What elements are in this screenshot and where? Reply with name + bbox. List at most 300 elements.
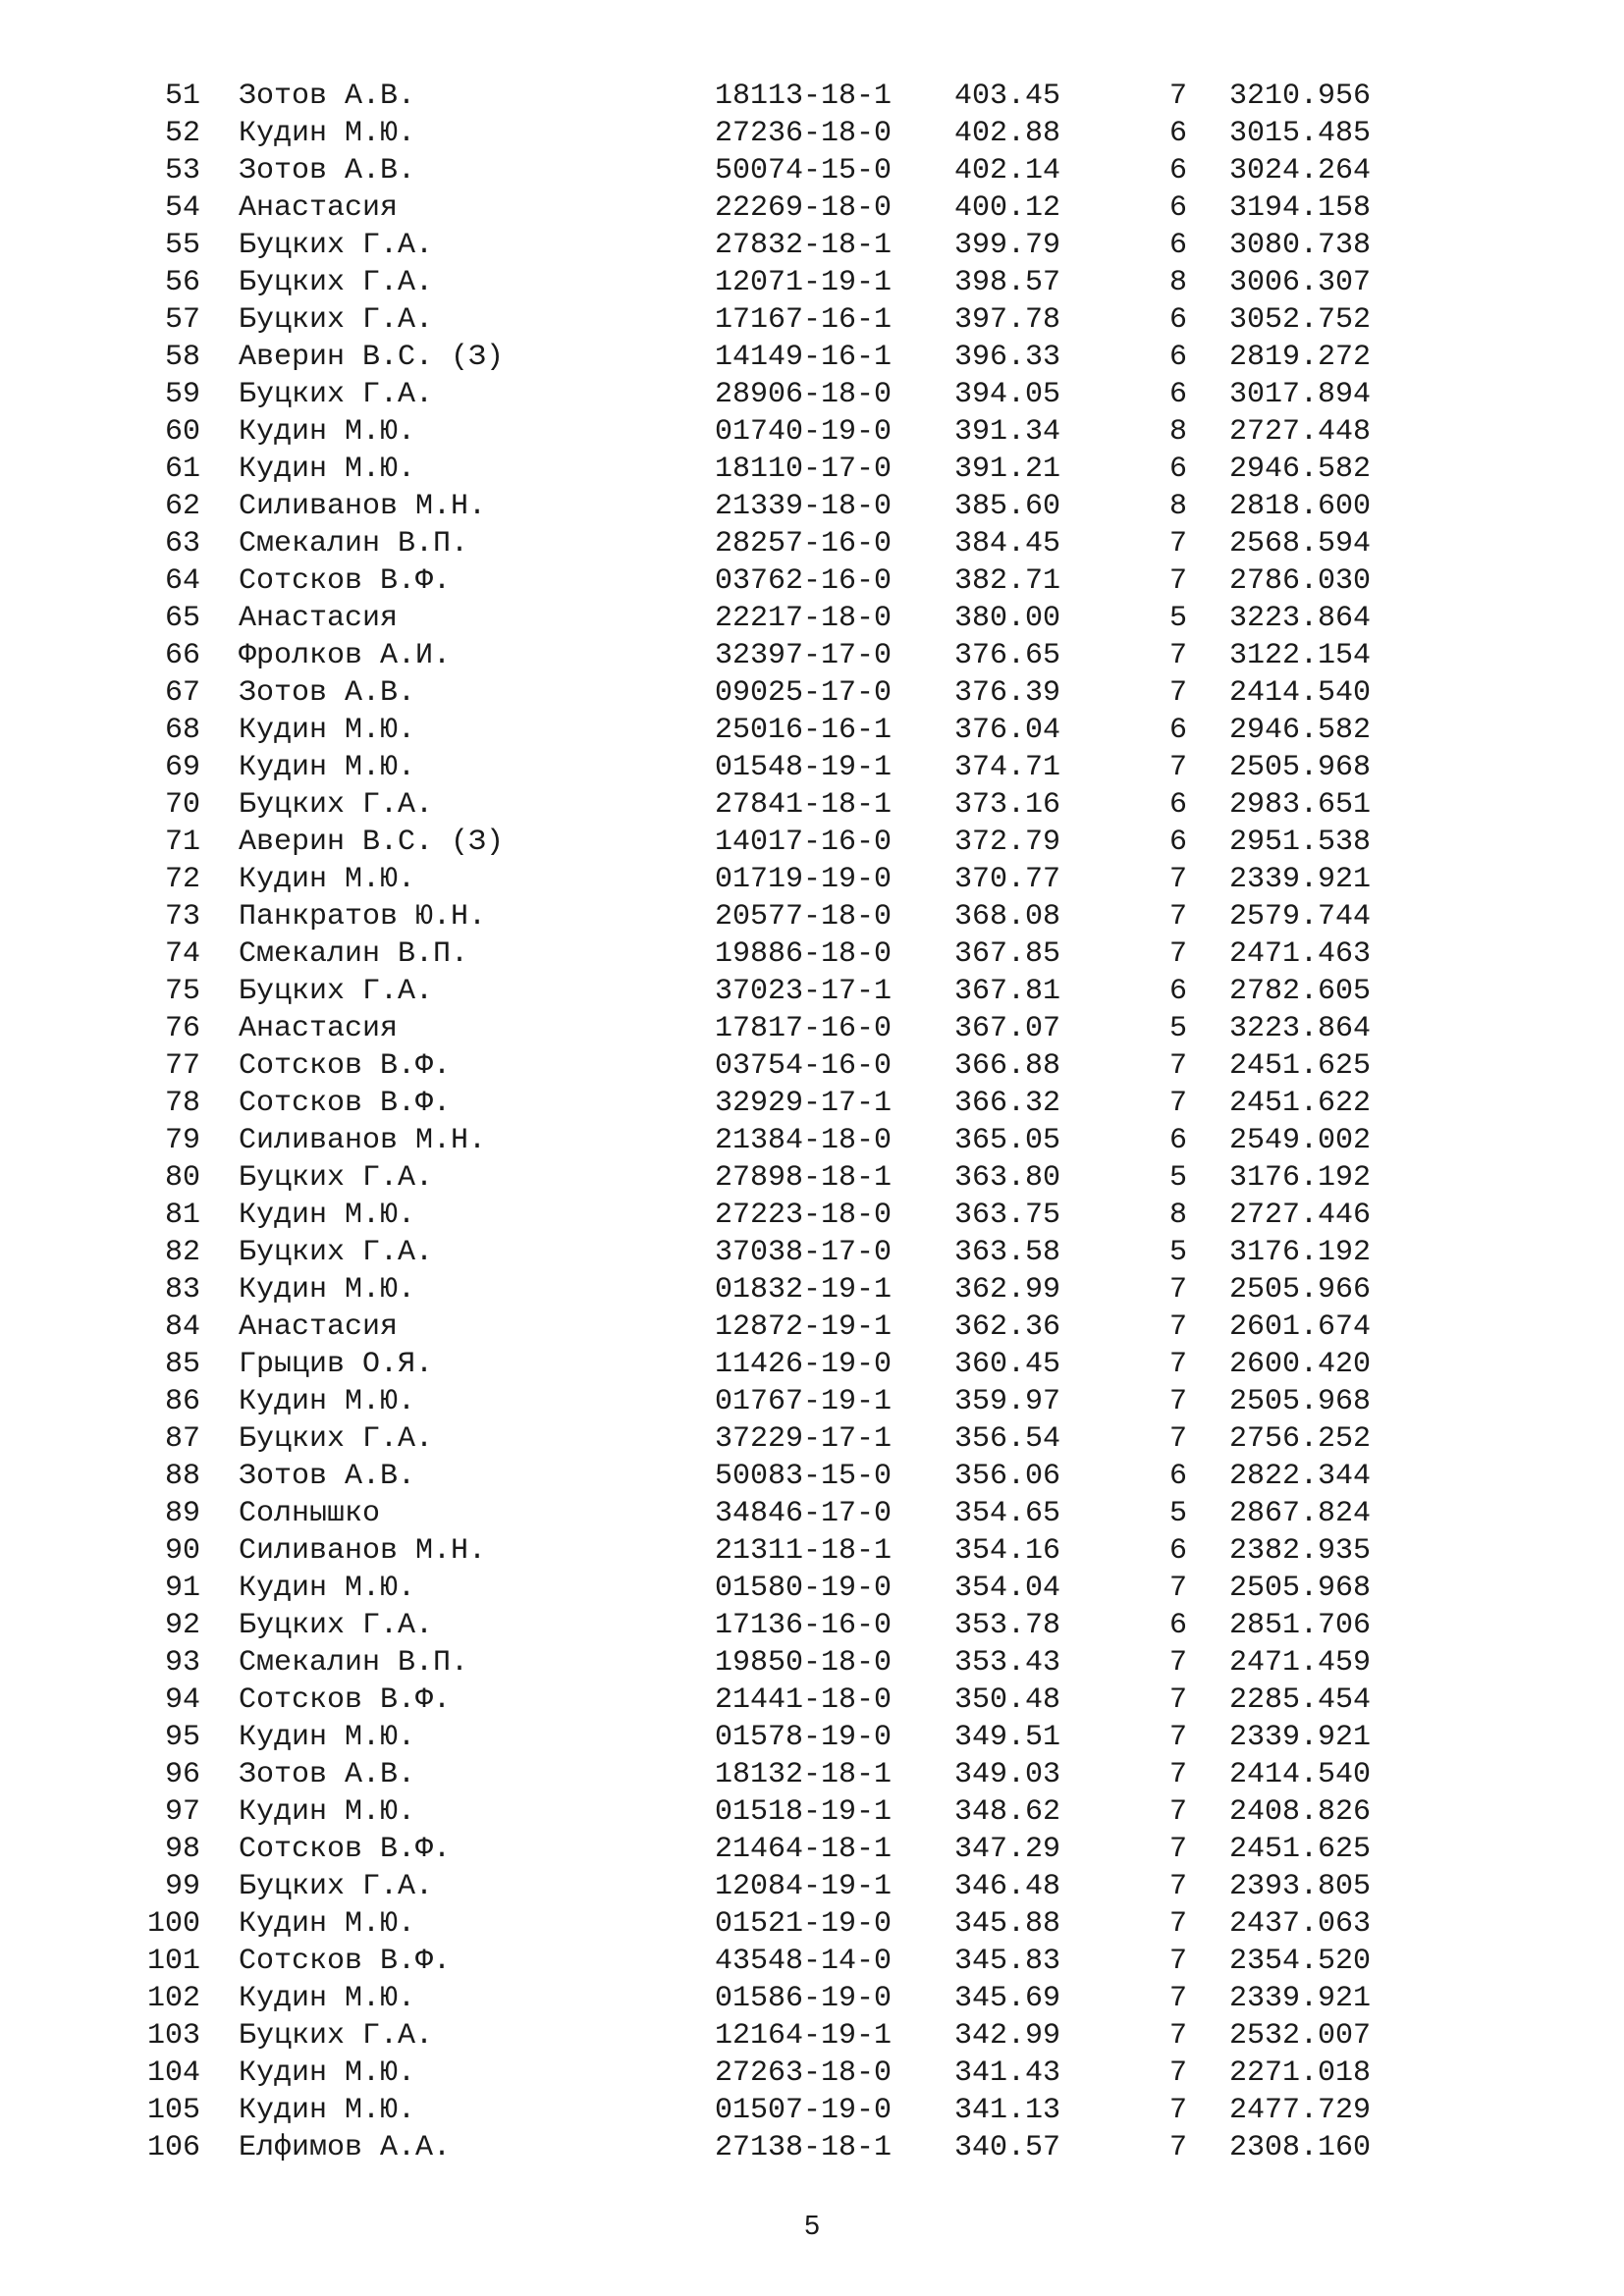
row-number: 89 xyxy=(164,1497,200,1530)
total-value: 3194.158 xyxy=(1229,191,1372,225)
record-code: 22217-18-0 xyxy=(715,602,893,635)
table-row xyxy=(0,488,1624,525)
score-value: 398.57 xyxy=(954,266,1061,299)
row-number: 65 xyxy=(164,602,200,635)
record-code: 01586-19-0 xyxy=(715,1982,893,2015)
record-code: 50083-15-0 xyxy=(715,1460,893,1493)
table-row xyxy=(0,712,1624,749)
row-number: 86 xyxy=(164,1385,200,1418)
row-number: 51 xyxy=(164,80,200,113)
count-value: 7 xyxy=(1169,1758,1188,1791)
total-value: 2437.063 xyxy=(1229,1907,1372,1941)
row-number: 67 xyxy=(164,676,200,710)
score-value: 346.48 xyxy=(954,1870,1061,1903)
record-code: 21464-18-1 xyxy=(715,1833,893,1866)
participant-name: Буцких Г.А. xyxy=(239,229,434,262)
count-value: 6 xyxy=(1169,975,1188,1008)
count-value: 6 xyxy=(1169,154,1188,187)
table-row xyxy=(0,1644,1624,1682)
score-value: 360.45 xyxy=(954,1348,1061,1381)
count-value: 6 xyxy=(1169,191,1188,225)
row-number: 64 xyxy=(164,564,200,598)
total-value: 2339.921 xyxy=(1229,1721,1372,1754)
row-number: 72 xyxy=(164,863,200,896)
score-value: 380.00 xyxy=(954,602,1061,635)
record-code: 01580-19-0 xyxy=(715,1572,893,1605)
total-value: 2946.582 xyxy=(1229,714,1372,747)
count-value: 7 xyxy=(1169,1870,1188,1903)
page-number: 5 xyxy=(804,2210,820,2240)
count-value: 5 xyxy=(1169,1012,1188,1045)
record-code: 12164-19-1 xyxy=(715,2019,893,2053)
table-row xyxy=(0,1383,1624,1420)
score-value: 356.06 xyxy=(954,1460,1061,1493)
count-value: 7 xyxy=(1169,1422,1188,1456)
record-code: 21384-18-0 xyxy=(715,1124,893,1157)
participant-name: Кудин М.Ю. xyxy=(239,751,416,784)
participant-name: Зотов А.В. xyxy=(239,676,416,710)
row-number: 93 xyxy=(164,1646,200,1680)
participant-name: Зотов А.В. xyxy=(239,1758,416,1791)
table-row xyxy=(0,1570,1624,1607)
row-number: 79 xyxy=(164,1124,200,1157)
participant-name: Смекалин В.П. xyxy=(239,937,469,971)
table-row xyxy=(0,1756,1624,1793)
count-value: 7 xyxy=(1169,1087,1188,1120)
score-value: 365.05 xyxy=(954,1124,1061,1157)
record-code: 19886-18-0 xyxy=(715,937,893,971)
total-value: 2477.729 xyxy=(1229,2094,1372,2127)
table-row xyxy=(0,1868,1624,1905)
row-number: 77 xyxy=(164,1049,200,1083)
row-number: 75 xyxy=(164,975,200,1008)
count-value: 7 xyxy=(1169,937,1188,971)
total-value: 3006.307 xyxy=(1229,266,1372,299)
count-value: 7 xyxy=(1169,1572,1188,1605)
participant-name: Силиванов М.Н. xyxy=(239,1534,487,1568)
participant-name: Аверин В.С. (З) xyxy=(239,341,505,374)
score-value: 368.08 xyxy=(954,900,1061,934)
table-row xyxy=(0,898,1624,935)
row-number: 55 xyxy=(164,229,200,262)
count-value: 6 xyxy=(1169,714,1188,747)
total-value: 2983.651 xyxy=(1229,788,1372,822)
count-value: 6 xyxy=(1169,826,1188,859)
record-code: 27138-18-1 xyxy=(715,2131,893,2164)
table-row xyxy=(0,600,1624,637)
total-value: 2451.622 xyxy=(1229,1087,1372,1120)
total-value: 2414.540 xyxy=(1229,1758,1372,1791)
table-row xyxy=(0,749,1624,786)
total-value: 2851.706 xyxy=(1229,1609,1372,1642)
record-code: 18132-18-1 xyxy=(715,1758,893,1791)
total-value: 2786.030 xyxy=(1229,564,1372,598)
table-row xyxy=(0,78,1624,115)
row-number: 56 xyxy=(164,266,200,299)
row-number: 59 xyxy=(164,378,200,411)
score-value: 354.65 xyxy=(954,1497,1061,1530)
score-value: 349.03 xyxy=(954,1758,1061,1791)
participant-name: Силиванов М.Н. xyxy=(239,1124,487,1157)
table-row xyxy=(0,264,1624,301)
count-value: 7 xyxy=(1169,2019,1188,2053)
participant-name: Солнышко xyxy=(239,1497,381,1530)
participant-name: Елфимов А.А. xyxy=(239,2131,452,2164)
table-row xyxy=(0,1682,1624,1719)
row-number: 76 xyxy=(164,1012,200,1045)
count-value: 6 xyxy=(1169,117,1188,150)
row-number: 71 xyxy=(164,826,200,859)
score-value: 374.71 xyxy=(954,751,1061,784)
count-value: 7 xyxy=(1169,900,1188,934)
record-code: 27841-18-1 xyxy=(715,788,893,822)
record-code: 01518-19-1 xyxy=(715,1795,893,1829)
participant-name: Сотсков В.Ф. xyxy=(239,1087,452,1120)
table-row xyxy=(0,2092,1624,2129)
record-code: 14149-16-1 xyxy=(715,341,893,374)
score-value: 347.29 xyxy=(954,1833,1061,1866)
row-number: 96 xyxy=(164,1758,200,1791)
total-value: 2354.520 xyxy=(1229,1945,1372,1978)
participant-name: Буцких Г.А. xyxy=(239,303,434,337)
participant-name: Кудин М.Ю. xyxy=(239,1795,416,1829)
participant-name: Зотов А.В. xyxy=(239,1460,416,1493)
row-number: 78 xyxy=(164,1087,200,1120)
participant-name: Буцких Г.А. xyxy=(239,1609,434,1642)
score-value: 400.12 xyxy=(954,191,1061,225)
table-row xyxy=(0,1943,1624,1980)
record-code: 20577-18-0 xyxy=(715,900,893,934)
total-value: 2818.600 xyxy=(1229,490,1372,523)
row-number: 68 xyxy=(164,714,200,747)
results-table xyxy=(0,78,1624,2166)
table-row xyxy=(0,525,1624,562)
total-value: 3024.264 xyxy=(1229,154,1372,187)
row-number: 105 xyxy=(146,2094,200,2127)
total-value: 2727.448 xyxy=(1229,415,1372,449)
record-code: 27263-18-0 xyxy=(715,2056,893,2090)
participant-name: Кудин М.Ю. xyxy=(239,1907,416,1941)
total-value: 2308.160 xyxy=(1229,2131,1372,2164)
count-value: 7 xyxy=(1169,564,1188,598)
count-value: 7 xyxy=(1169,1273,1188,1307)
row-number: 60 xyxy=(164,415,200,449)
score-value: 348.62 xyxy=(954,1795,1061,1829)
record-code: 27832-18-1 xyxy=(715,229,893,262)
record-code: 17167-16-1 xyxy=(715,303,893,337)
count-value: 7 xyxy=(1169,639,1188,672)
participant-name: Буцких Г.А. xyxy=(239,1161,434,1195)
table-row xyxy=(0,562,1624,600)
row-number: 66 xyxy=(164,639,200,672)
record-code: 37038-17-0 xyxy=(715,1236,893,1269)
table-row xyxy=(0,1346,1624,1383)
score-value: 342.99 xyxy=(954,2019,1061,2053)
score-value: 384.45 xyxy=(954,527,1061,561)
score-value: 345.88 xyxy=(954,1907,1061,1941)
score-value: 385.60 xyxy=(954,490,1061,523)
count-value: 7 xyxy=(1169,1833,1188,1866)
total-value: 2414.540 xyxy=(1229,676,1372,710)
record-code: 18113-18-1 xyxy=(715,80,893,113)
participant-name: Анастасия xyxy=(239,1310,399,1344)
total-value: 2505.968 xyxy=(1229,751,1372,784)
score-value: 359.97 xyxy=(954,1385,1061,1418)
record-code: 18110-17-0 xyxy=(715,453,893,486)
table-row xyxy=(0,1234,1624,1271)
count-value: 5 xyxy=(1169,1161,1188,1195)
table-row xyxy=(0,227,1624,264)
participant-name: Сотсков В.Ф. xyxy=(239,1945,452,1978)
count-value: 7 xyxy=(1169,80,1188,113)
participant-name: Кудин М.Ю. xyxy=(239,2094,416,2127)
table-row xyxy=(0,413,1624,451)
record-code: 25016-16-1 xyxy=(715,714,893,747)
participant-name: Буцких Г.А. xyxy=(239,266,434,299)
record-code: 50074-15-0 xyxy=(715,154,893,187)
participant-name: Аверин В.С. (З) xyxy=(239,826,505,859)
total-value: 2867.824 xyxy=(1229,1497,1372,1530)
participant-name: Анастасия xyxy=(239,1012,399,1045)
score-value: 341.43 xyxy=(954,2056,1061,2090)
score-value: 391.21 xyxy=(954,453,1061,486)
record-code: 17817-16-0 xyxy=(715,1012,893,1045)
row-number: 82 xyxy=(164,1236,200,1269)
score-value: 373.16 xyxy=(954,788,1061,822)
total-value: 2951.538 xyxy=(1229,826,1372,859)
total-value: 2271.018 xyxy=(1229,2056,1372,2090)
row-number: 106 xyxy=(146,2131,200,2164)
total-value: 3176.192 xyxy=(1229,1236,1372,1269)
record-code: 19850-18-0 xyxy=(715,1646,893,1680)
table-row xyxy=(0,2129,1624,2166)
table-row xyxy=(0,301,1624,339)
row-number: 73 xyxy=(164,900,200,934)
record-code: 11426-19-0 xyxy=(715,1348,893,1381)
count-value: 6 xyxy=(1169,1124,1188,1157)
total-value: 3210.956 xyxy=(1229,80,1372,113)
row-number: 80 xyxy=(164,1161,200,1195)
table-row xyxy=(0,1532,1624,1570)
row-number: 102 xyxy=(146,1982,200,2015)
total-value: 3015.485 xyxy=(1229,117,1372,150)
count-value: 7 xyxy=(1169,527,1188,561)
score-value: 376.65 xyxy=(954,639,1061,672)
record-code: 27223-18-0 xyxy=(715,1199,893,1232)
record-code: 28257-16-0 xyxy=(715,527,893,561)
total-value: 3223.864 xyxy=(1229,1012,1372,1045)
score-value: 372.79 xyxy=(954,826,1061,859)
count-value: 7 xyxy=(1169,1049,1188,1083)
record-code: 01740-19-0 xyxy=(715,415,893,449)
row-number: 95 xyxy=(164,1721,200,1754)
count-value: 7 xyxy=(1169,2094,1188,2127)
record-code: 21339-18-0 xyxy=(715,490,893,523)
total-value: 3052.752 xyxy=(1229,303,1372,337)
total-value: 2339.921 xyxy=(1229,863,1372,896)
score-value: 363.75 xyxy=(954,1199,1061,1232)
score-value: 382.71 xyxy=(954,564,1061,598)
record-code: 21441-18-0 xyxy=(715,1683,893,1717)
count-value: 8 xyxy=(1169,266,1188,299)
participant-name: Сотсков В.Ф. xyxy=(239,564,452,598)
total-value: 2285.454 xyxy=(1229,1683,1372,1717)
participant-name: Анастасия xyxy=(239,191,399,225)
count-value: 7 xyxy=(1169,1795,1188,1829)
record-code: 03762-16-0 xyxy=(715,564,893,598)
row-number: 100 xyxy=(146,1907,200,1941)
participant-name: Грыцив О.Я. xyxy=(239,1348,434,1381)
count-value: 7 xyxy=(1169,1683,1188,1717)
table-row xyxy=(0,674,1624,712)
table-row xyxy=(0,1010,1624,1047)
table-row xyxy=(0,1831,1624,1868)
table-row xyxy=(0,1905,1624,1943)
table-row xyxy=(0,115,1624,152)
total-value: 2339.921 xyxy=(1229,1982,1372,2015)
count-value: 6 xyxy=(1169,303,1188,337)
total-value: 2819.272 xyxy=(1229,341,1372,374)
participant-name: Сотсков В.Ф. xyxy=(239,1049,452,1083)
table-row xyxy=(0,1159,1624,1197)
count-value: 8 xyxy=(1169,1199,1188,1232)
participant-name: Смекалин В.П. xyxy=(239,1646,469,1680)
row-number: 99 xyxy=(164,1870,200,1903)
score-value: 341.13 xyxy=(954,2094,1061,2127)
count-value: 6 xyxy=(1169,1534,1188,1568)
score-value: 350.48 xyxy=(954,1683,1061,1717)
score-value: 349.51 xyxy=(954,1721,1061,1754)
record-code: 27898-18-1 xyxy=(715,1161,893,1195)
score-value: 397.78 xyxy=(954,303,1061,337)
count-value: 7 xyxy=(1169,1721,1188,1754)
total-value: 2549.002 xyxy=(1229,1124,1372,1157)
table-row xyxy=(0,637,1624,674)
table-row xyxy=(0,189,1624,227)
table-row xyxy=(0,1607,1624,1644)
table-row xyxy=(0,451,1624,488)
total-value: 3223.864 xyxy=(1229,602,1372,635)
row-number: 81 xyxy=(164,1199,200,1232)
count-value: 6 xyxy=(1169,1460,1188,1493)
row-number: 61 xyxy=(164,453,200,486)
record-code: 01507-19-0 xyxy=(715,2094,893,2127)
record-code: 22269-18-0 xyxy=(715,191,893,225)
count-value: 6 xyxy=(1169,453,1188,486)
row-number: 58 xyxy=(164,341,200,374)
table-row xyxy=(0,1719,1624,1756)
row-number: 97 xyxy=(164,1795,200,1829)
total-value: 2822.344 xyxy=(1229,1460,1372,1493)
total-value: 2600.420 xyxy=(1229,1348,1372,1381)
total-value: 3080.738 xyxy=(1229,229,1372,262)
score-value: 354.16 xyxy=(954,1534,1061,1568)
participant-name: Фролков А.И. xyxy=(239,639,452,672)
score-value: 394.05 xyxy=(954,378,1061,411)
record-code: 14017-16-0 xyxy=(715,826,893,859)
count-value: 7 xyxy=(1169,863,1188,896)
count-value: 7 xyxy=(1169,2131,1188,2164)
row-number: 69 xyxy=(164,751,200,784)
count-value: 7 xyxy=(1169,1907,1188,1941)
total-value: 3176.192 xyxy=(1229,1161,1372,1195)
row-number: 57 xyxy=(164,303,200,337)
table-row xyxy=(0,1793,1624,1831)
total-value: 2782.605 xyxy=(1229,975,1372,1008)
participant-name: Кудин М.Ю. xyxy=(239,1199,416,1232)
table-row xyxy=(0,973,1624,1010)
count-value: 5 xyxy=(1169,1497,1188,1530)
score-value: 366.32 xyxy=(954,1087,1061,1120)
participant-name: Сотсков В.Ф. xyxy=(239,1833,452,1866)
participant-name: Анастасия xyxy=(239,602,399,635)
total-value: 2579.744 xyxy=(1229,900,1372,934)
table-row xyxy=(0,1458,1624,1495)
record-code: 43548-14-0 xyxy=(715,1945,893,1978)
row-number: 54 xyxy=(164,191,200,225)
row-number: 98 xyxy=(164,1833,200,1866)
total-value: 2505.966 xyxy=(1229,1273,1372,1307)
total-value: 2727.446 xyxy=(1229,1199,1372,1232)
participant-name: Кудин М.Ю. xyxy=(239,1385,416,1418)
row-number: 70 xyxy=(164,788,200,822)
score-value: 363.58 xyxy=(954,1236,1061,1269)
count-value: 7 xyxy=(1169,1945,1188,1978)
record-code: 32397-17-0 xyxy=(715,639,893,672)
record-code: 01578-19-0 xyxy=(715,1721,893,1754)
score-value: 353.43 xyxy=(954,1646,1061,1680)
row-number: 88 xyxy=(164,1460,200,1493)
table-row xyxy=(0,1085,1624,1122)
record-code: 37229-17-1 xyxy=(715,1422,893,1456)
count-value: 6 xyxy=(1169,341,1188,374)
score-value: 354.04 xyxy=(954,1572,1061,1605)
total-value: 2451.625 xyxy=(1229,1049,1372,1083)
row-number: 84 xyxy=(164,1310,200,1344)
record-code: 37023-17-1 xyxy=(715,975,893,1008)
participant-name: Силиванов М.Н. xyxy=(239,490,487,523)
score-value: 399.79 xyxy=(954,229,1061,262)
score-value: 363.80 xyxy=(954,1161,1061,1195)
score-value: 403.45 xyxy=(954,80,1061,113)
total-value: 2946.582 xyxy=(1229,453,1372,486)
count-value: 5 xyxy=(1169,602,1188,635)
row-number: 52 xyxy=(164,117,200,150)
total-value: 2471.459 xyxy=(1229,1646,1372,1680)
table-row xyxy=(0,824,1624,861)
table-row xyxy=(0,1420,1624,1458)
count-value: 8 xyxy=(1169,490,1188,523)
participant-name: Буцких Г.А. xyxy=(239,2019,434,2053)
row-number: 94 xyxy=(164,1683,200,1717)
participant-name: Панкратов Ю.Н. xyxy=(239,900,487,934)
count-value: 6 xyxy=(1169,1609,1188,1642)
total-value: 2532.007 xyxy=(1229,2019,1372,2053)
record-code: 28906-18-0 xyxy=(715,378,893,411)
count-value: 7 xyxy=(1169,676,1188,710)
record-code: 03754-16-0 xyxy=(715,1049,893,1083)
score-value: 362.36 xyxy=(954,1310,1061,1344)
table-row xyxy=(0,861,1624,898)
row-number: 53 xyxy=(164,154,200,187)
record-code: 34846-17-0 xyxy=(715,1497,893,1530)
score-value: 367.85 xyxy=(954,937,1061,971)
record-code: 17136-16-0 xyxy=(715,1609,893,1642)
total-value: 2471.463 xyxy=(1229,937,1372,971)
score-value: 396.33 xyxy=(954,341,1061,374)
score-value: 356.54 xyxy=(954,1422,1061,1456)
score-value: 366.88 xyxy=(954,1049,1061,1083)
